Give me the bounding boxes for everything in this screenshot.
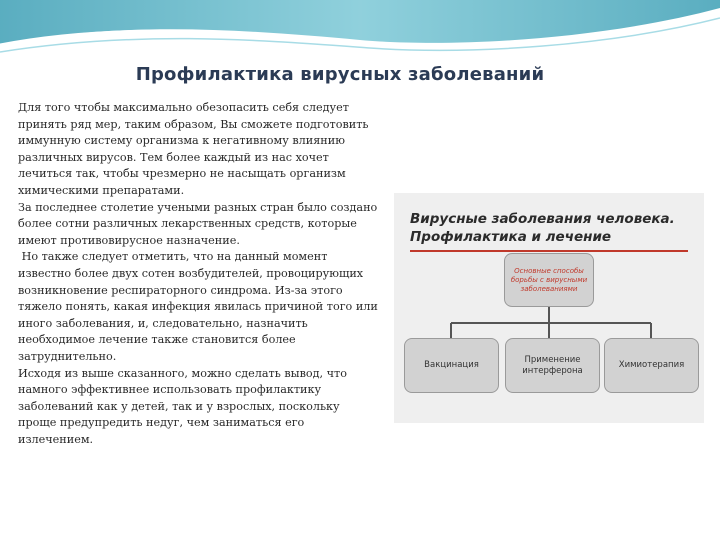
body-text xyxy=(18,100,382,448)
paragraph: Исходя из выше сказанного, можно сделать вывод, что намного эффективнее использовать профилактику заболеваний как у детей, так и у взрослых, поскольку проще предупредить недуг, чем заниматься его излечением. xyxy=(18,366,347,446)
paragraph: Для того чтобы максимально обезопасить себя следует принять ряд мер, таким образом, Вы сможете подготовить иммунную систему организма к негативному влиянию различных вирусов. Тем более каждый из нас хочет лечиться так, чтобы чрезмерно не насыщать организм химическими препаратами. xyxy=(18,101,369,197)
diagram-image xyxy=(394,193,704,423)
paragraph: Но также следует отметить, что на данный момент известно более двух сотен возбудителей, провоцирующих возникновение респираторного синдрома. Из-за этого тяжело понять, какая инфекция явилась причиной того или иного заболевания, и, следовательно, назначить необходимое лечение также становится более затруднительно. xyxy=(18,250,382,363)
slide-title: Профилактика вирусных заболеваний xyxy=(135,64,545,85)
diagram-title-line1: Вирусные заболевания человека. xyxy=(410,211,675,227)
diagram-leaf-interferon: Применение интерферона xyxy=(505,338,600,393)
diagram-leaf-vaccination: Вакцинация xyxy=(404,338,499,393)
diagram-title-line2: Профилактика и лечение xyxy=(410,229,612,245)
diagram-center-box: Основные способы борьбы с вирусными заболеваниями xyxy=(504,253,594,307)
diagram-leaf-chemotherapy: Химиотерапия xyxy=(604,338,699,393)
paragraph: За последнее столетие учеными разных стран было создано более сотни различных лекарственных средств, которые имеют противовирусное назначение. xyxy=(18,200,378,247)
